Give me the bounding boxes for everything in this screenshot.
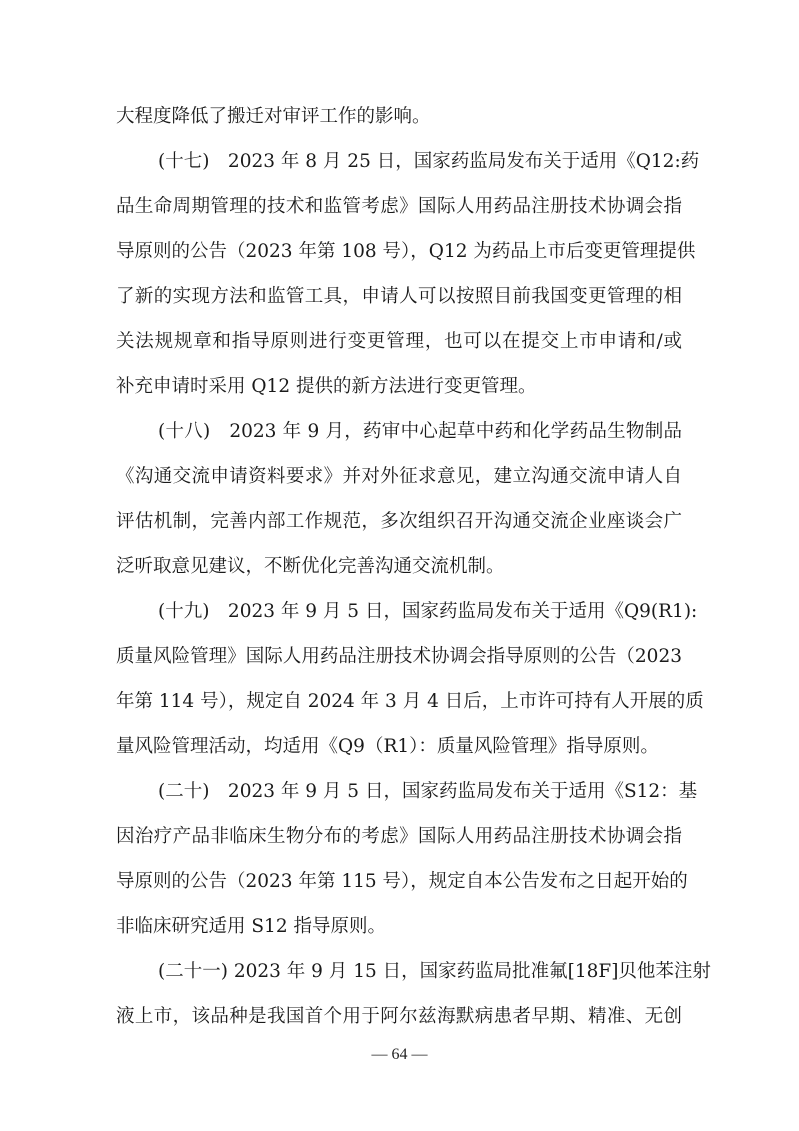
- line-text: 导原则的公告（2023 年第 108 号），Q12 为药品上市后变更管理提供: [116, 241, 696, 262]
- paragraph-21-start: [0, 952, 799, 992]
- line-text: 非临床研究适用 S12 指导原则。: [116, 916, 386, 937]
- text-line: [0, 97, 799, 137]
- text-line: [0, 187, 799, 227]
- text-line: [0, 232, 799, 272]
- line-text: 品生命周期管理的技术和监管考虑》国际人用药品注册技术协调会指: [116, 196, 682, 217]
- text-line: [0, 457, 799, 497]
- paragraph-19-start: [0, 592, 799, 632]
- line-text: 补充申请时采用 Q12 提供的新方法进行变更管理。: [116, 376, 537, 397]
- text-line: [0, 817, 799, 857]
- line-text: (十九) 2023 年 9 月 5 日，国家药监局发布关于适用《Q9(R1):: [158, 601, 698, 622]
- text-line: [0, 277, 799, 317]
- text-line: [0, 862, 799, 902]
- line-text: (十七) 2023 年 8 月 25 日，国家药监局发布关于适用《Q12:药: [158, 151, 700, 172]
- line-text: 年第 114 号），规定自 2024 年 3 月 4 日后，上市许可持有人开展的质: [116, 691, 704, 712]
- line-text: 泛听取意见建议，不断优化完善沟通交流机制。: [116, 556, 505, 577]
- line-text: 了新的实现方法和监管工具，申请人可以按照目前我国变更管理的相: [116, 286, 682, 307]
- line-text: 液上市，该品种是我国首个用于阿尔兹海默病患者早期、精准、无创: [116, 1006, 682, 1027]
- line-text: (十八) 2023 年 9 月，药审中心起草中药和化学药品生物制品: [158, 421, 682, 442]
- line-text: 质量风险管理》国际人用药品注册技术协调会指导原则的公告（2023: [116, 646, 682, 667]
- text-line: [0, 727, 799, 767]
- text-line: [0, 637, 799, 677]
- line-text: 导原则的公告（2023 年第 115 号），规定自本公告发布之日起开始的: [116, 871, 688, 892]
- text-line: [0, 367, 799, 407]
- line-text: (二十) 2023 年 9 月 5 日，国家药监局发布关于适用《S12：基: [158, 781, 698, 802]
- page-number: — 64 —: [371, 1046, 428, 1063]
- paragraph-17-start: [0, 142, 799, 182]
- line-text: 因治疗产品非临床生物分布的考虑》国际人用药品注册技术协调会指: [116, 826, 682, 847]
- text-line: [0, 547, 799, 587]
- line-text: 《沟通交流申请资料要求》并对外征求意见，建立沟通交流申请人自: [116, 466, 682, 487]
- line-text: 评估机制，完善内部工作规范，多次组织召开沟通交流企业座谈会广: [116, 511, 682, 532]
- line-text: (二十一) 2023 年 9 月 15 日，国家药监局批准氟[18F]贝他苯注射: [158, 961, 711, 982]
- text-line: [0, 907, 799, 947]
- text-line: [0, 997, 799, 1037]
- line-text: 量风险管理活动，均适用《Q9（R1）：质量风险管理》指导原则。: [116, 736, 659, 757]
- line-text: 大程度降低了搬迁对审评工作的影响。: [116, 106, 431, 127]
- text-line: [0, 502, 799, 542]
- paragraph-20-start: [0, 772, 799, 812]
- text-line: [0, 682, 799, 722]
- line-text: 关法规规章和指导原则进行变更管理，也可以在提交上市申请和/或: [116, 331, 682, 352]
- text-line: [0, 322, 799, 362]
- paragraph-18-start: [0, 412, 799, 452]
